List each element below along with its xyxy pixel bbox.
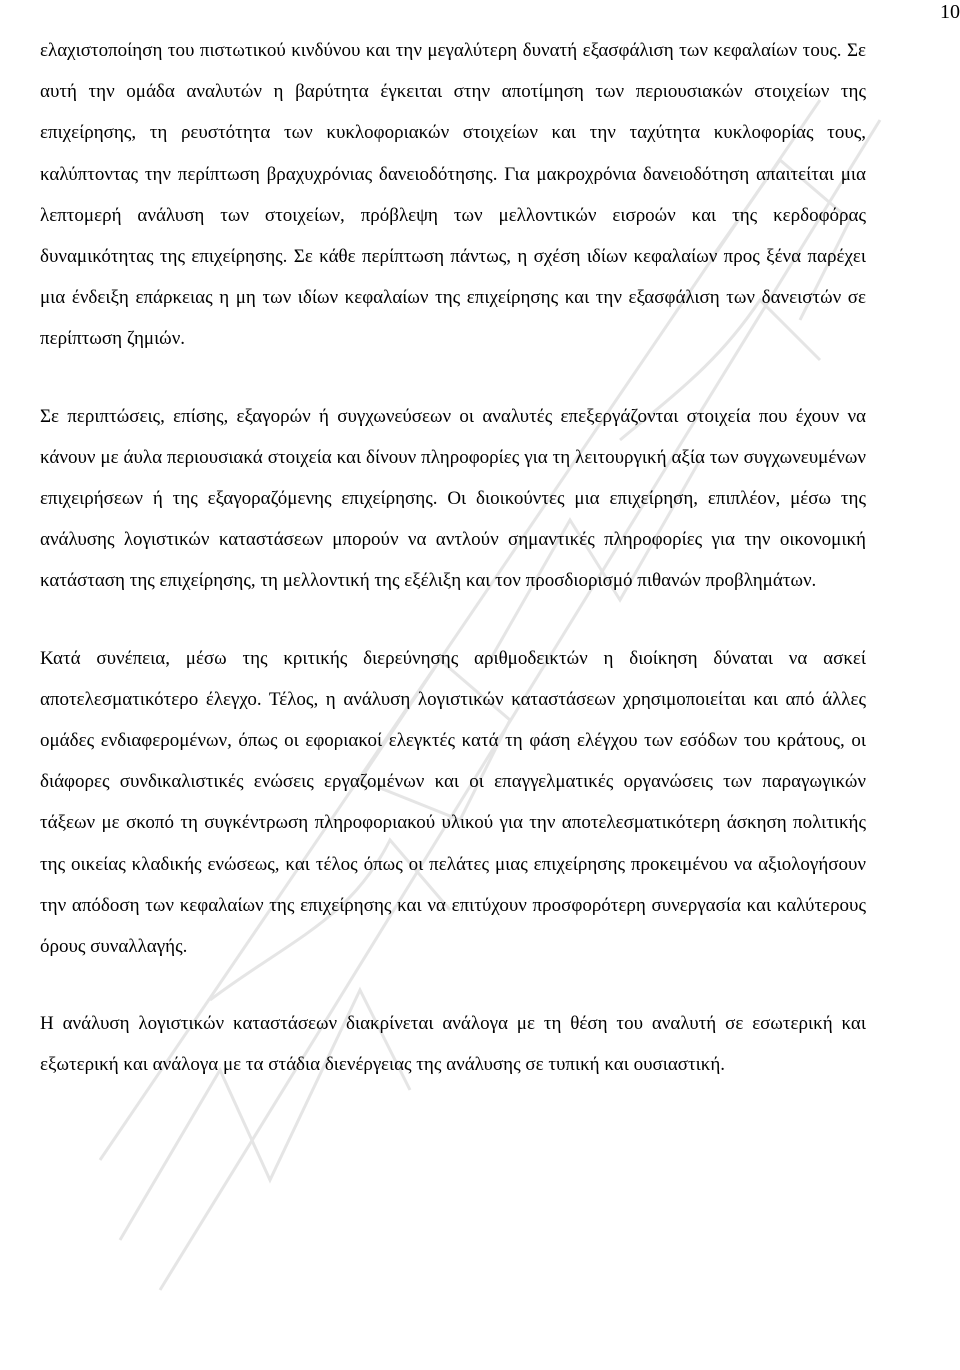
paragraph-3: Κατά συνέπεια, μέσω της κριτικής διερεύνησης αριθμοδεικτών η διοίκηση δύναται να ασκεί αποτελεσματικότερο έλεγχο. Τέλος, η ανάλυση λογιστικών καταστάσεων χρησιμοποιείται και από άλλες ομάδες ενδιαφερομένων, όπως οι εφοριακοί ελεγκτές κατά τη φάση ελέγχου των εσόδων του κράτους, οι διάφορες συνδικαλιστικές ενώσεις εργαζομένων και οι επαγγελματικές οργανώσεις των παραγωγικών τάξεων με σκοπό τη συγκέντρωση πληροφοριακού υλικού για την αποτελεσματικότερη άσκηση πολιτικής της οικείας κλαδικής ενώσεως, και τέλος όπως οι πελάτες μιας επιχείρησης προκειμένου να αξιολογήσουν την απόδοση των κεφαλαίων της επιχείρησης και να επιτύχουν προσφορότερη συνεργασία και καλύτερους όρους συναλλαγής.: [40, 647, 866, 958]
page-number: 10: [940, 1, 960, 23]
paragraph-1: ελαχιστοποίηση του πιστωτικού κινδύνου και την μεγαλύτερη δυνατή εξασφάλιση των κεφαλαίων τους. Σε αυτή την ομάδα αναλυτών η βαρύτητα έγκειται στην αποτίμηση των περιουσιακών στοιχείων της επιχείρησης, τη ρευστότητα των κυκλοφοριακών στοιχείων και την ταχύτητα κυκλοφορίας τους, καλύπτοντας την περίπτωση βραχυχρόνιας δανειοδότησης. Για μακροχρόνια δανειοδότηση απαιτείται μια λεπτομερή ανάλυση των στοιχείων, πρόβλεψη των μελλοντικών εισροών και της κερδοφόρας δυναμικότητας της επιχείρησης. Σε κάθε περίπτωση πάντως, η σχέση ιδίων κεφαλαίων προς ξένα παρέχει μια ένδειξη επάρκειας η μη των ιδίων κεφαλαίων της επιχείρησης και την εξασφάλιση των δανειστών σε περίπτωση ζημιών.: [40, 40, 866, 350]
document-body: [40, 30, 866, 1086]
paragraph-2: Σε περιπτώσεις, επίσης, εξαγορών ή συγχωνεύσεων οι αναλυτές επεξεργάζονται στοιχεία που έχουν να κάνουν με άυλα περιουσιακά στοιχεία και δίνουν πληροφορίες για τη λειτουργική αξία των συγχωνευμένων επιχειρήσεων ή της εξαγοραζόμενης επιχείρησης. Οι διοικούντες μια επιχείρηση, επιπλέον, μέσω της ανάλυσης λογιστικών καταστάσεων μπορούν να αντλούν σημαντικές πληροφορίες για την οικονομική κατάσταση της επιχείρησης, τη μελλοντική της εξέλιξη και τον προσδιορισμό πιθανών προβλημάτων.: [40, 405, 866, 592]
paragraph-4: Η ανάλυση λογιστικών καταστάσεων διακρίνεται ανάλογα με τη θέση του αναλυτή σε εσωτερική και εξωτερική και ανάλογα με τα στάδια διενέργειας της ανάλυσης σε τυπική και ουσιαστική.: [40, 1013, 866, 1076]
